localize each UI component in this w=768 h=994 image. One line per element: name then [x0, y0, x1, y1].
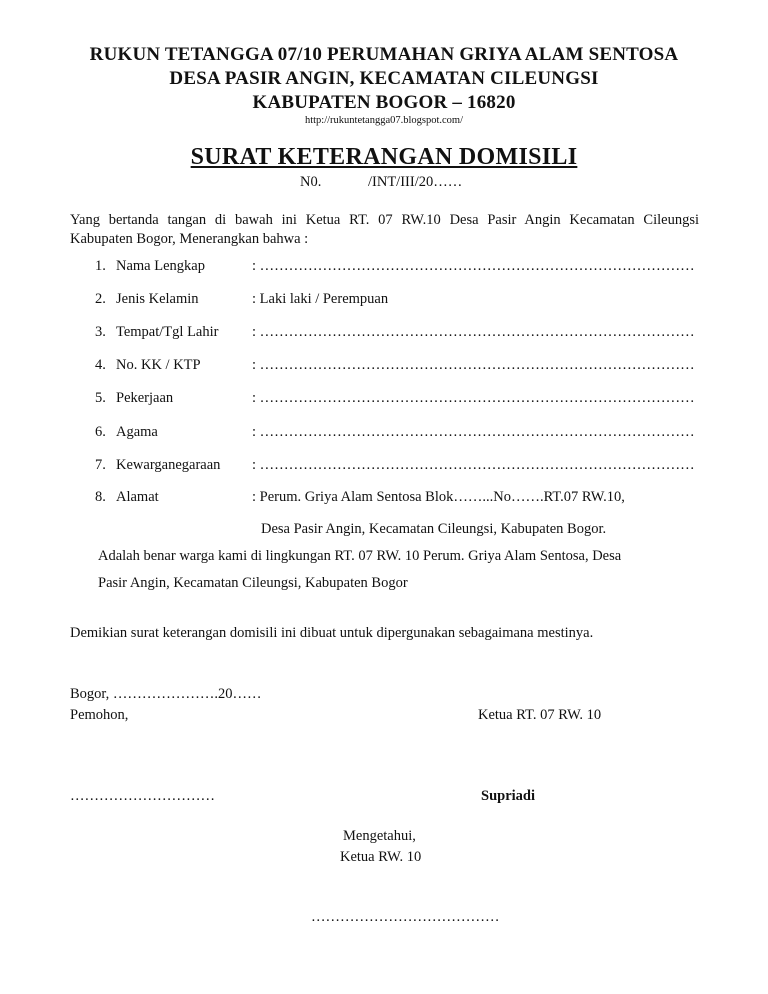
field-number: 3.: [95, 324, 106, 340]
field-value: : ………………………………………………………………………………: [252, 457, 695, 473]
field-value: : ………………………………………………………………………………: [252, 357, 695, 373]
rt-chairman-label: Ketua RT. 07 RW. 10: [478, 707, 602, 723]
closing-statement: Demikian surat keterangan domisili ini dibuat untuk dipergunakan sebagaimana mestinya.: [70, 625, 594, 641]
field-number: 4.: [95, 357, 106, 373]
field-number: 5.: [95, 390, 106, 406]
document-title: SURAT KETERANGAN DOMISILI: [190, 144, 578, 170]
field-number: 1.: [95, 258, 106, 274]
letterhead-line-2: DESA PASIR ANGIN, KECAMATAN CILEUNGSI: [169, 68, 599, 89]
field-value: : ………………………………………………………………………………: [252, 390, 695, 406]
letterhead-line-3: KABUPATEN BOGOR – 16820: [252, 92, 516, 113]
applicant-signature-line: …………………………: [70, 788, 215, 804]
address-continuation: Desa Pasir Angin, Kecamatan Cileungsi, Kabupaten Bogor.: [261, 521, 607, 537]
rw-signature-line: …………………………………: [311, 909, 500, 925]
number-code: /INT/III/20……: [368, 174, 463, 190]
place-date: Bogor, ………………….20……: [70, 686, 262, 702]
field-label: Nama Lengkap: [116, 258, 205, 274]
acknowledge-label: Mengetahui,: [343, 828, 416, 844]
rt-chairman-name: Supriadi: [481, 788, 535, 804]
intro-line-1: Yang bertanda tangan di bawah ini Ketua RT. 07 RW.10 Desa Pasir Angin Kecamatan Cileungsi: [70, 212, 699, 228]
letterhead-url: http://rukuntetangga07.blogspot.com/: [304, 115, 464, 126]
field-label: Tempat/Tgl Lahir: [116, 324, 219, 340]
number-prefix: N0.: [300, 174, 322, 190]
field-number: 8.: [95, 489, 106, 505]
statement-line-2: Pasir Angin, Kecamatan Cileungsi, Kabupaten Bogor: [98, 575, 408, 591]
field-label: Kewarganegaraan: [116, 457, 221, 473]
applicant-label: Pemohon,: [70, 707, 129, 723]
field-label: Pekerjaan: [116, 390, 174, 406]
rw-chairman-label: Ketua RW. 10: [340, 849, 422, 865]
field-number: 2.: [95, 291, 106, 307]
field-number: 6.: [95, 424, 106, 440]
letterhead-line-1: RUKUN TETANGGA 07/10 PERUMAHAN GRIYA ALAM SENTOSA: [89, 44, 679, 65]
field-value: : ………………………………………………………………………………: [252, 324, 695, 340]
field-number: 7.: [95, 457, 106, 473]
field-label: Jenis Kelamin: [116, 291, 199, 307]
intro-line-2: Kabupaten Bogor, Menerangkan bahwa :: [70, 231, 309, 247]
field-label: Agama: [116, 424, 158, 440]
field-value: : ………………………………………………………………………………: [252, 258, 695, 274]
field-value: : ………………………………………………………………………………: [252, 424, 695, 440]
field-label: Alamat: [116, 489, 159, 505]
field-value: : Perum. Griya Alam Sentosa Blok……...No…….RT.07 RW.10,: [252, 489, 625, 505]
field-value: : Laki laki / Perempuan: [252, 291, 389, 307]
field-label: No. KK / KTP: [116, 357, 201, 373]
statement-line-1: Adalah benar warga kami di lingkungan RT. 07 RW. 10 Perum. Griya Alam Sentosa, Desa: [98, 548, 622, 564]
